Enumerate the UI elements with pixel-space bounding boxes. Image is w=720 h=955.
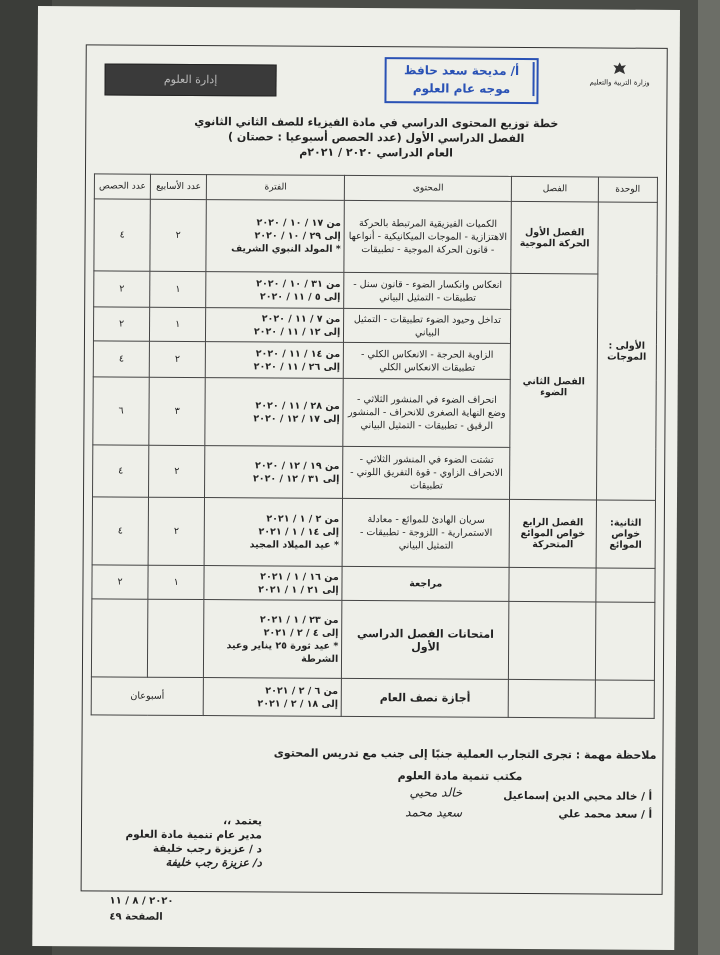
weeks-cell: ٣ <box>149 377 205 445</box>
lessons-cell <box>91 599 148 677</box>
chapter-fluids: الفصل الرابع خواص الموائع المتحركة <box>509 499 596 568</box>
lessons-cell: ٢ <box>92 565 148 599</box>
period-cell: من ٢ / ١ / ٢٠٢١ إلى ١٤ / ١ / ٢٠٢١ * عيد الميلاد المجيد <box>204 498 342 567</box>
scan-background-right <box>698 0 720 955</box>
period-cell: من ٧ / ١١ / ٢٠٢٠ إلى ١٢ / ١١ / ٢٠٢٠ <box>206 308 344 343</box>
header-weeks: عدد الأسابيع <box>150 174 206 199</box>
content-cell: انحراف الضوء في المنشور الثلاثي - وضع النهاية الصغرى للانحراف - المنشور الرقيق - تطبيقات - التمثيل البياني <box>343 378 511 447</box>
lessons-cell: ٢ <box>94 271 150 307</box>
approval-block <box>102 813 262 870</box>
empty-cell <box>596 568 656 602</box>
document-page <box>81 44 668 923</box>
unit-waves: الأولى : الموجات <box>596 202 657 500</box>
stamp-name: أ/ مديحة سعد حافظ <box>403 63 520 78</box>
header-content: المحتوى <box>345 175 512 201</box>
table-row <box>94 271 657 310</box>
empty-cell <box>595 602 655 680</box>
approval-label: يعتمد ،، <box>223 815 263 828</box>
logo-text: وزارة التربية والتعليم <box>589 78 650 87</box>
signature-2: سعيد محمد <box>405 805 463 820</box>
stamp-bracket <box>512 62 534 96</box>
page-number: الصفحة ٤٩ <box>109 911 163 923</box>
table-header-row <box>94 174 657 202</box>
important-note: ملاحظة مهمة : تجرى التجارب العملية جنبًا إلى جنب مع تدريس المحتوى <box>273 746 657 762</box>
weeks-cell: ٢ <box>150 199 207 271</box>
approval-name: د / عزيزة رجب خليفة <box>152 842 262 856</box>
header-banner: إدارة العلوم <box>104 63 276 96</box>
weeks-cell: ٢ <box>148 497 204 565</box>
period-cell: من ١٧ / ١٠ / ٢٠٢٠ إلى ٢٩ / ١٠ / ٢٠٢٠ * المولد النبوي الشريف <box>206 200 344 273</box>
supervisor-stamp <box>384 57 538 104</box>
paper-sheet <box>32 6 680 950</box>
weeks-cell: ١ <box>148 565 204 599</box>
period-cell: من ١٦ / ١ / ٢٠٢١ إلى ٢١ / ١ / ٢٠٢١ <box>204 566 342 601</box>
content-cell: سريان الهادئ للموائع - معادلة الاستمرارية - اللزوجة - تطبيقات - التمثيل البياني <box>342 498 510 567</box>
empty-cell <box>509 567 595 602</box>
header-chapter: الفصل <box>512 176 598 202</box>
chapter-wave-motion: الفصل الأول الحركة الموجية <box>511 201 598 274</box>
period-cell: من ٦ / ٢ / ٢٠٢١ إلى ١٨ / ٢ / ٢٠٢١ <box>203 678 341 717</box>
lessons-cell: ٢ <box>93 307 149 341</box>
header-period: الفترة <box>207 175 345 201</box>
table-row <box>92 565 655 602</box>
table-row <box>94 199 657 274</box>
empty-cell <box>595 680 655 718</box>
empty-cell <box>509 679 596 718</box>
approval-title: مدير عام تنمية مادة العلوم <box>125 828 262 842</box>
member-2: أ / سعد محمد علي <box>558 808 653 821</box>
header-lessons: عدد الحصص <box>94 174 150 199</box>
content-cell: مراجعة <box>342 566 509 601</box>
title-main: خطة توزيع المحتوى الدراسي في مادة الفيزياء للصف الثاني الثانوي <box>194 114 559 131</box>
lessons-cell: ٤ <box>93 341 149 377</box>
title-semester: الفصل الدراسي الأول (عدد الحصص أسبوعيا : حصتان ) <box>228 130 525 146</box>
weeks-cell <box>148 599 205 677</box>
weeks-cell: ١ <box>150 271 206 307</box>
content-cell: الزاوية الحرجة - الانعكاس الكلي - تطبيقات الانعكاس الكلي <box>343 342 510 379</box>
content-cell: الكميات الفيزيقية المرتبطة بالحركة الاهتزازية - الموجات الميكانيكية - أنواعها - قانون الحركة الموجية - تطبيقات <box>344 200 512 273</box>
empty-cell <box>509 601 596 680</box>
period-cell: من ٢٨ / ١١ / ٢٠٢٠ إلى ١٧ / ١٢ / ٢٠٢٠ <box>205 378 343 447</box>
ministry-logo <box>584 60 654 102</box>
document-titles <box>86 113 666 162</box>
content-cell: أجازة نصف العام <box>341 678 508 717</box>
lessons-cell: ٤ <box>93 445 149 497</box>
member-1: أ / خالد محيي الدين إسماعيل <box>503 789 653 803</box>
lessons-cell: ٤ <box>94 199 151 271</box>
table-row <box>91 599 654 680</box>
header-unit: الوحدة <box>598 177 657 202</box>
unit-fluids: الثانية: خواص الموائع <box>596 500 656 568</box>
eagle-emblem-icon <box>611 61 629 79</box>
weeks-cell: ١ <box>150 307 206 341</box>
approval-signature: د/ عزيزة رجب خليفة <box>165 855 262 870</box>
content-cell: تشتت الضوء في المنشور الثلاثي - الانحراف الزاوي - قوة التفريق اللوني - تطبيقات <box>343 446 510 499</box>
title-year: العام الدراسي ٢٠٢٠ / ٢٠٢١م <box>299 145 454 160</box>
document-header <box>94 53 658 106</box>
weeks-cell: أسبوعان <box>91 677 203 716</box>
content-distribution-table <box>91 173 658 718</box>
chapter-light: الفصل الثاني الضوء <box>510 273 598 500</box>
content-cell: انعكاس وانكسار الضوء - قانون سنل - تطبيقات - التمثيل البياني <box>344 272 511 309</box>
weeks-cell: ٢ <box>149 341 205 377</box>
period-cell: من ٣١ / ١٠ / ٢٠٢٠ إلى ٥ / ١١ / ٢٠٢٠ <box>206 272 344 309</box>
period-cell: من ١٩ / ١٢ / ٢٠٢٠ إلى ٣١ / ١٢ / ٢٠٢٠ <box>205 446 343 499</box>
stamp-title: موجه عام العلوم <box>412 81 511 96</box>
lessons-cell: ٦ <box>93 377 150 445</box>
content-cell: امتحانات الفصل الدراسي الأول <box>342 600 510 679</box>
weeks-cell: ٢ <box>149 445 205 497</box>
content-cell: تداخل وحيود الضوء تطبيقات - التمثيل البياني <box>344 308 511 343</box>
table-row <box>92 497 655 568</box>
office-title: مكتب تنمية مادة العلوم <box>397 769 523 784</box>
table-row <box>91 677 654 718</box>
lessons-cell: ٤ <box>92 497 149 565</box>
period-cell: من ٢٣ / ١ / ٢٠٢١ إلى ٤ / ٢ / ٢٠٢١ * عيد ثورة ٢٥ يناير وعيد الشرطة <box>204 600 343 679</box>
document-date: ٢٠٢٠ / ٨ / ١١ <box>109 895 174 907</box>
period-cell: من ١٤ / ١١ / ٢٠٢٠ إلى ٢٦ / ١١ / ٢٠٢٠ <box>205 342 343 379</box>
signature-1: خالد محيي <box>409 785 463 800</box>
